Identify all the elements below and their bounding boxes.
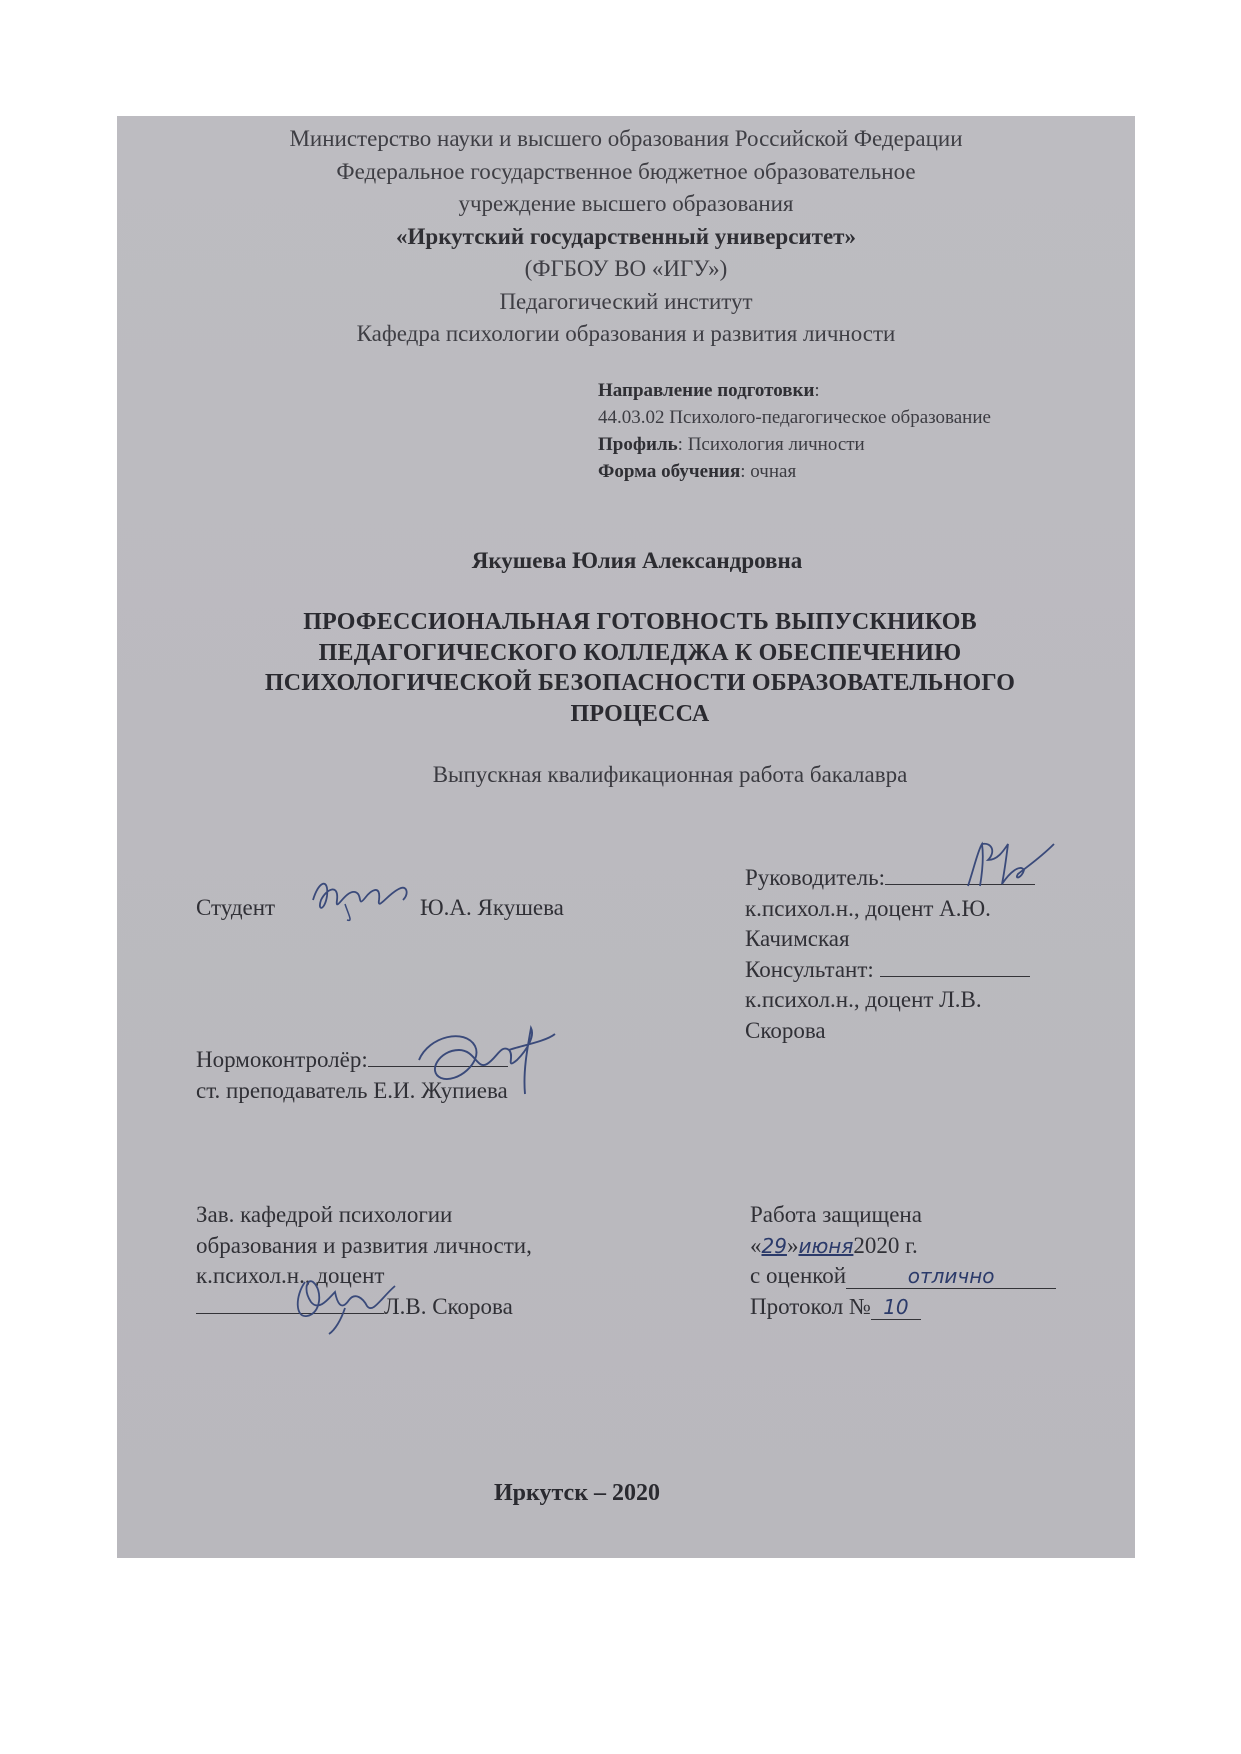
title-line-4: ПРОЦЕССА — [570, 700, 710, 727]
profile-row: Профиль: Психология личности — [598, 434, 865, 455]
student-label: Студент — [196, 895, 276, 920]
student-name: Ю.А. Якушева — [420, 895, 564, 920]
head-title-line-3: к.психол.н., доцент — [196, 1263, 385, 1288]
title-line-2: ПЕДАГОГИЧЕСКОГО КОЛЛЕДЖА К ОБЕСПЕЧЕНИЮ — [318, 639, 962, 666]
university-abbr: (ФГБОУ ВО «ИГУ») — [524, 256, 728, 281]
date-quote-open: « — [750, 1232, 762, 1258]
institution-line-1: Федеральное государственное бюджетное образовательное — [336, 158, 916, 184]
university-name: «Иркутский государственный университет» — [396, 223, 856, 249]
work-type: Выпускная квалификационная работа бакалавра — [432, 762, 908, 787]
supervisor-signature — [958, 838, 1063, 893]
institution-line-2: учреждение высшего образования — [458, 191, 794, 216]
consultant-label: Консультант: — [745, 956, 874, 982]
form-value: очная — [750, 461, 797, 482]
protocol-label: Протокол № — [750, 1293, 871, 1319]
consultant-signature-line — [880, 975, 1030, 977]
student-row — [196, 893, 275, 924]
profile-value: Психология личности — [687, 434, 865, 455]
title-line-3: ПСИХОЛОГИЧЕСКОЙ БЕЗОПАСНОСТИ ОБРАЗОВАТЕЛЬНОГО — [264, 670, 1016, 696]
direction-label-row: Направление подготовки: — [598, 380, 820, 401]
direction-label: Направление подготовки — [598, 380, 815, 401]
head-name: Л.В. Скорова — [384, 1293, 513, 1319]
defense-day: 29 — [761, 1233, 787, 1258]
form-label: Форма обучения — [598, 461, 741, 482]
normcontrol-label: Нормоконтролёр: — [196, 1047, 368, 1072]
normcontrol-signature — [405, 1020, 565, 1100]
thesis-title — [170, 607, 1110, 729]
title-line-1: ПРОФЕССИОНАЛЬНАЯ ГОТОВНОСТЬ ВЫПУСКНИКОВ — [303, 609, 977, 635]
defense-block — [750, 1200, 1056, 1322]
grade-label: с оценкой — [750, 1263, 847, 1288]
author-name: Якушева Юлия Александровна — [471, 548, 803, 573]
profile-label: Профиль — [598, 434, 678, 455]
protocol-number: 10 — [883, 1294, 909, 1319]
consultant-credentials: к.психол.н., доцент Л.В. — [745, 987, 982, 1012]
city-year: Иркутск – 2020 — [493, 1480, 661, 1506]
consultant-surname: Скорова — [745, 1017, 826, 1043]
program-block — [598, 377, 1118, 485]
head-title-line-2: образования и развития личности, — [196, 1232, 532, 1258]
head-signature — [285, 1268, 405, 1338]
ministry-line: Министерство науки и высшего образования Российской Федерации — [289, 126, 963, 151]
date-quote-close: » — [786, 1232, 799, 1258]
supervisor-surname: Качимская — [745, 926, 850, 951]
head-title-line-1: Зав. кафедрой психологии — [196, 1202, 453, 1227]
defense-month: июня — [798, 1233, 854, 1258]
header-block — [117, 123, 1135, 351]
defense-date-row — [750, 1231, 1056, 1262]
defense-status: Работа защищена — [750, 1202, 922, 1227]
supervisor-credentials: к.психол.н., доцент А.Ю. — [745, 895, 991, 921]
institute-name: Педагогический институт — [499, 288, 753, 314]
protocol-row — [750, 1292, 1056, 1323]
supervisor-label: Руководитель: — [745, 865, 885, 890]
department-name: Кафедра психологии образования и развития личности — [356, 321, 896, 346]
direction-value: 44.03.02 Психолого-педагогическое образование — [598, 407, 991, 428]
grade-row — [750, 1261, 1056, 1292]
student-signature — [305, 870, 415, 925]
form-row: Форма обучения: очная — [598, 461, 797, 482]
defense-year: 2020 г. — [853, 1232, 918, 1258]
grade-value: отлично — [907, 1264, 995, 1288]
normcontrol-name: ст. преподаватель Е.И. Жупиева — [196, 1077, 508, 1103]
consultant-label-row — [745, 955, 1035, 986]
